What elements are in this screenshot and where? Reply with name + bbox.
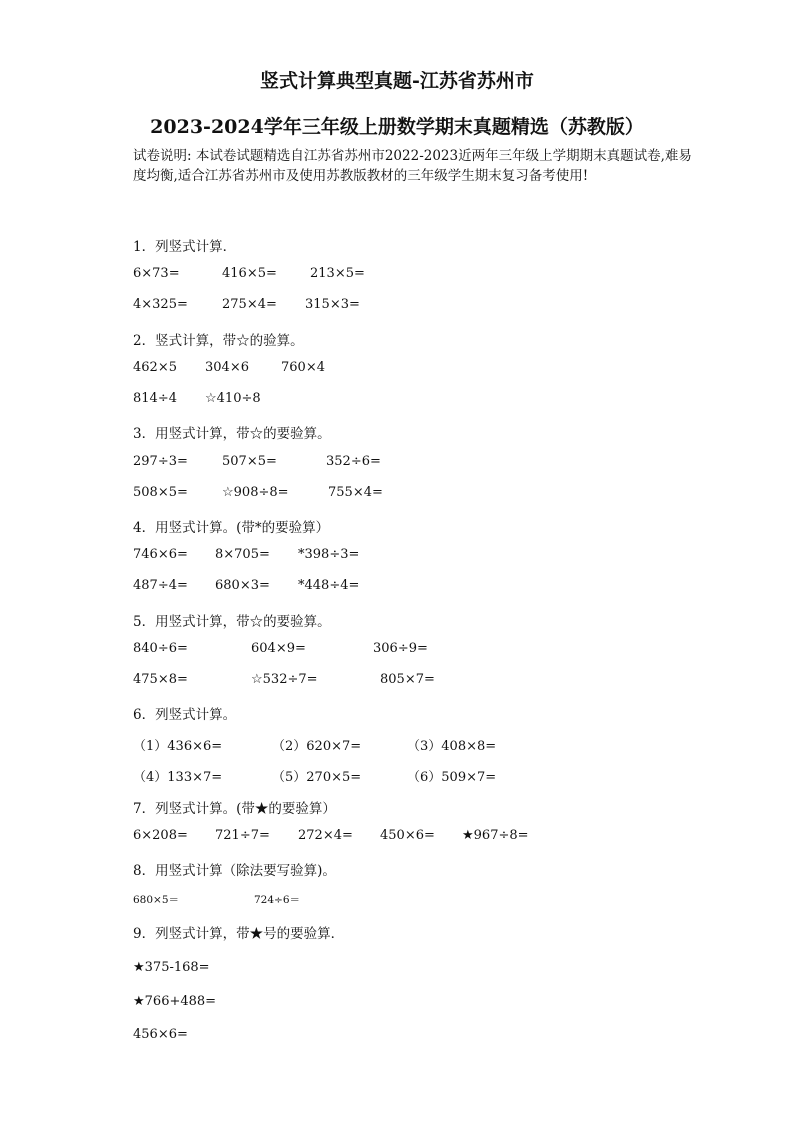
problem: 487÷4= [133,578,188,593]
question-6-heading: 6．列竖式计算。 [133,707,237,723]
problem: 6×73= [133,266,180,281]
problem: ☆908÷8= [222,485,289,500]
problem: 680×3= [215,578,270,593]
problem: 680×5＝ [133,894,180,906]
problem: 721÷7= [215,828,270,843]
problem: 352÷6= [326,454,381,469]
problem: 297÷3= [133,454,188,469]
problem: （3）408×8= [407,739,497,754]
question-2-heading: 2．竖式计算，带☆的验算。 [133,333,304,349]
problem: （1）436×6= [133,739,223,754]
problem: 306÷9= [373,641,428,656]
problem: （6）509×7= [407,770,497,785]
problem: 6×208= [133,828,188,843]
question-1-heading: 1．列竖式计算． [133,239,237,255]
problem: 272×4= [298,828,353,843]
problem: （4）133×7= [133,770,223,785]
problem: 4×325= [133,297,188,312]
question-4-heading: 4．用竖式计算。(带*的要验算） [133,520,330,536]
problem: ★766+488= [133,994,217,1009]
problem: ☆410÷8 [205,391,261,406]
question-8-heading: 8．用竖式计算（除法要写验算)。 [133,863,336,879]
problem: 507×5= [222,454,277,469]
problem: 8×705= [215,547,270,562]
problem: 275×4= [222,297,277,312]
question-3-heading: 3．用竖式计算，带☆的要验算。 [133,426,331,442]
problem: 315×3= [305,297,360,312]
problem: 746×6= [133,547,188,562]
problem: 416×5= [222,266,277,281]
exam-description: 试卷说明: 本试卷试题精选自江苏省苏州市2022-2023近两年三年级上学期期末真题试卷,难易度均衡,适合江苏省苏州市及使用苏教版教材的三年级学生期末复习备考使用! [133,148,692,184]
problem: 508×5= [133,485,188,500]
problem: 304×6 [205,360,249,375]
question-5-heading: 5．用竖式计算，带☆的要验算。 [133,614,331,630]
problem: 724÷6＝ [254,894,301,906]
problem: 450×6= [380,828,435,843]
problem: 475×8= [133,672,188,687]
page-title: 竖式计算典型真题-江苏省苏州市 [260,70,534,92]
problem: 760×4 [281,360,325,375]
problem: 604×9= [251,641,306,656]
problem: 840÷6= [133,641,188,656]
problem: 462×5 [133,360,177,375]
problem: 805×7= [380,672,435,687]
problem: ☆532÷7= [251,672,318,687]
question-9-heading: 9．列竖式计算，带★号的要验算． [133,926,345,942]
problem: 213×5= [310,266,365,281]
question-7-heading: 7．列竖式计算。(带★的要验算） [133,801,336,817]
problem: （5）270×5= [272,770,362,785]
problem: （2）620×7= [272,739,362,754]
problem: ★967÷8= [462,828,529,843]
problem: *398÷3= [298,547,360,562]
page-subtitle: 2023-2024学年三年级上册数学期末真题精选（苏教版） [150,116,644,138]
problem: 456×6= [133,1027,188,1042]
problem: 755×4= [328,485,383,500]
problem: *448÷4= [298,578,360,593]
problem: 814÷4 [133,391,177,406]
problem: ★375-168= [133,960,210,975]
